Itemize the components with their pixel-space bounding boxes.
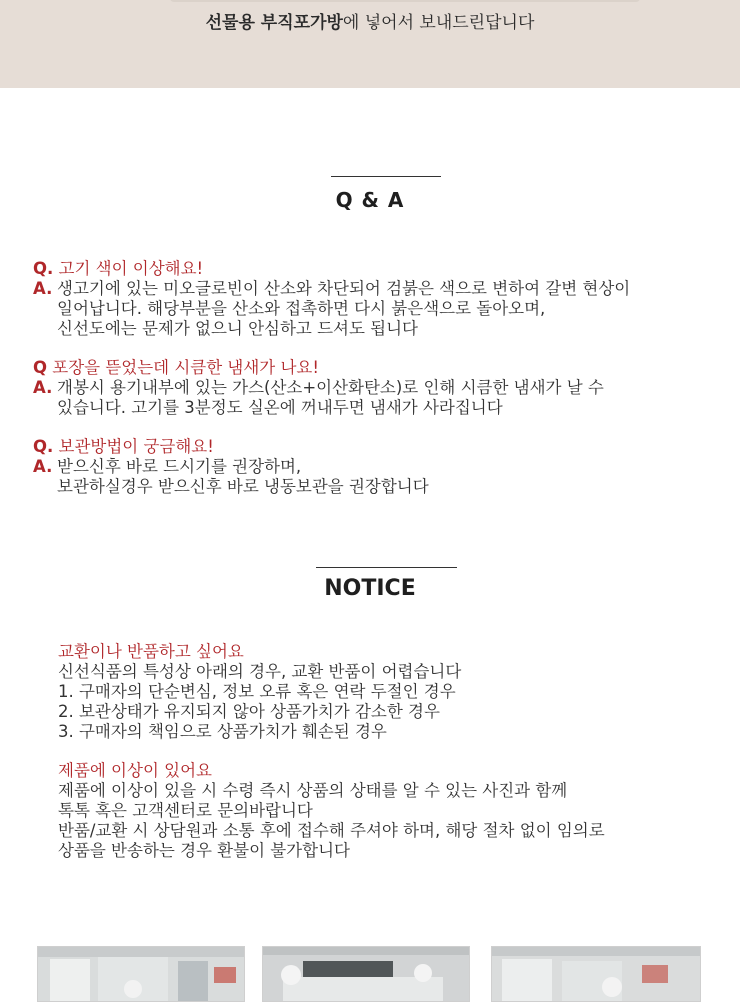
answer-line: 보관하실경우 받으신후 바로 냉동보관을 권장합니다 [57,477,429,496]
factory-photo-strip [0,946,740,1000]
qa-question [33,259,630,279]
qa-divider [331,176,441,177]
notice-heading: 제품에 이상이 있어요 [58,761,212,780]
factory-photo-image [263,947,469,1001]
answer-line: 생고기에 있는 미오글로빈이 산소와 차단되어 검붉은 색으로 변하여 갈변 현상이 [57,279,631,298]
factory-photo-image [38,947,244,1001]
factory-photo [37,946,245,1002]
notice-block-defect [58,761,605,861]
factory-photo [491,946,701,1002]
notice-heading: 교환이나 반품하고 싶어요 [58,642,244,661]
qa-answer [33,279,630,339]
qa-answer [33,457,429,497]
qa-item-3 [33,437,429,497]
notice-line: 신선식품의 특성상 아래의 경우, 교환 반품이 어렵습니다 [58,662,462,681]
notice-title: NOTICE [324,576,416,601]
q-mark: Q. [33,259,54,278]
answer-line: 신선도에는 문제가 없으니 안심하고 드셔도 됩니다 [57,319,418,338]
question-text: 고기 색이 이상해요! [58,259,204,278]
notice-line: 반품/교환 시 상담원과 소통 후에 접수해 주셔야 하며, 해당 절차 없이 임의로 [58,821,605,840]
notice-line: 제품에 이상이 있을 시 수령 즉시 상품의 상태를 알 수 있는 사진과 함께 [58,781,568,800]
q-mark: Q. [33,437,54,456]
a-mark: A. [33,457,53,476]
factory-photo [262,946,470,1002]
gift-bag-notice-rest: 에 넣어서 보내드린답니다 [342,13,535,33]
qa-answer [33,378,604,418]
q-mark: Q [33,358,48,377]
notice-line: 톡톡 혹은 고객센터로 문의바랍니다 [58,801,313,820]
answer-line: 일어납니다. 해당부분을 산소와 접촉하면 다시 붉은색으로 돌아오며, [57,299,546,318]
question-text: 포장을 뜯었는데 시큼한 냄새가 나요! [52,358,319,377]
notice-line: 상품을 반송하는 경우 환불이 불가합니다 [58,841,350,860]
notice-block-exchange [58,642,461,742]
a-mark: A. [33,279,53,298]
notice-line: 3. 구매자의 책임으로 상품가치가 훼손된 경우 [58,722,387,741]
answer-text [57,378,604,418]
notice-divider [316,567,457,568]
notice-line: 1. 구매자의 단순변심, 정보 오류 혹은 연락 두절인 경우 [58,682,456,701]
answer-line: 받으신후 바로 드시기를 권장하며, [57,457,302,476]
qa-title: Q & A [335,188,405,212]
answer-text [57,457,429,497]
qa-question [33,358,604,378]
notice-line: 2. 보관상태가 유지되지 않아 상품가치가 감소한 경우 [58,702,440,721]
gift-bag-banner [0,0,740,88]
qa-question [33,437,429,457]
question-text: 보관방법이 궁금해요! [58,437,214,456]
answer-line: 개봉시 용기내부에 있는 가스(산소+이산화탄소)로 인해 시큼한 냄새가 날 수 [57,378,604,397]
answer-line: 있습니다. 고기를 3분정도 실온에 꺼내두면 냄새가 사라집니다 [57,398,503,417]
qa-item-1 [33,259,630,339]
banner-shadow [170,0,640,2]
answer-text [57,279,630,339]
qa-item-2 [33,358,604,418]
a-mark: A. [33,378,53,397]
gift-bag-notice-bold: 선물용 부직포가방 [205,13,343,33]
gift-bag-notice [0,8,740,33]
factory-photo-image [492,947,700,1001]
